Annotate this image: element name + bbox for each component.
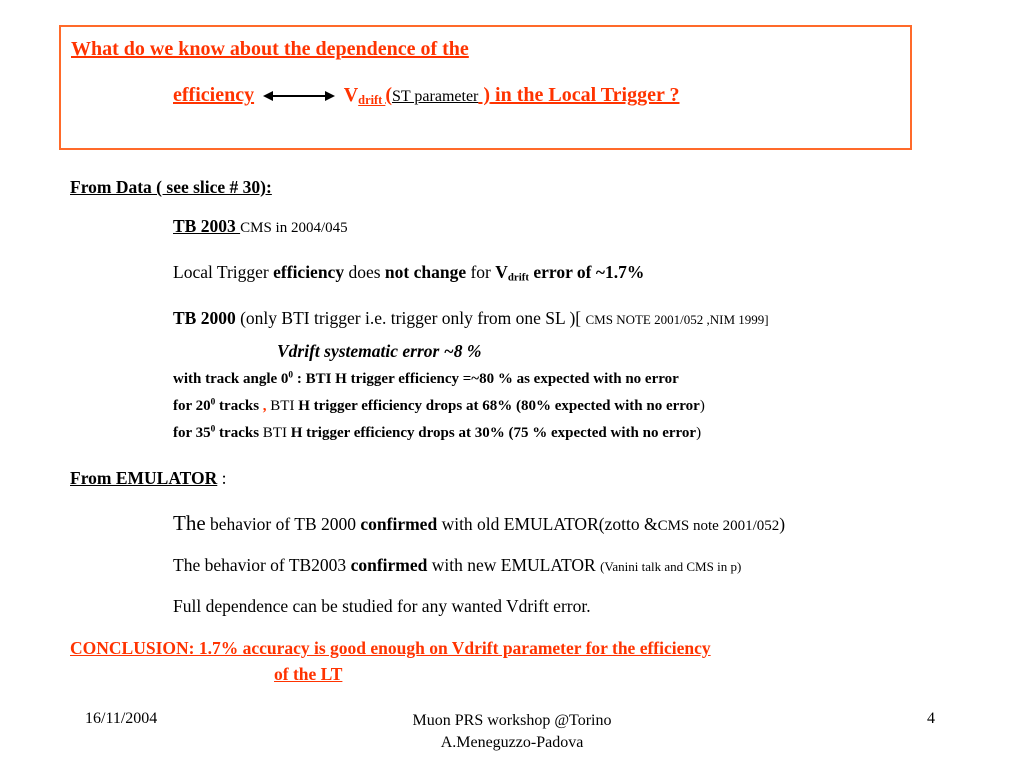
footer-center [312,710,712,754]
row3-pre: for 35 [173,425,211,441]
lt-for: for [466,262,496,282]
lt-v: V [495,262,508,282]
emulator-heading-colon: : [217,468,227,488]
from-emulator-heading [70,468,227,489]
emu2-b: with new EMULATOR [427,555,601,575]
emulator-line-2 [173,555,741,576]
title-drift: drift [358,93,386,108]
tb2000-desc: (only BTI trigger i.e. trigger only from one SL )[ [235,308,586,328]
emulator-line-3: Full dependence can be studied for any wanted Vdrift error. [173,596,591,616]
lt-efficiency: efficiency [273,262,345,282]
lt-not-change: not change [384,262,467,282]
row3-sup: 0 [210,424,216,435]
vdrift-systematic-error: Vdrift systematic error ~8 % [277,341,482,361]
row2-tracks: tracks [215,398,263,414]
footer-center-line-2: A.Meneguzzo-Padova [440,734,584,751]
title-in-local-trigger: in the Local Trigger ? [490,84,680,106]
emu1-ref: CMS note 2001/052 [657,518,780,534]
row2-sup: 0 [210,397,216,408]
row1-pre: with track angle 0 [173,371,289,387]
row2-post: H trigger efficiency drops at 68% (80% expected with no error [298,398,700,414]
from-data-heading: From Data ( see slice # 30): [70,177,272,197]
lt-prefix: Local Trigger [173,262,274,282]
tb2003-ref: CMS in 2004/045 [240,220,348,236]
tb2003-line [173,216,348,237]
emu2-confirmed: confirmed [350,555,428,575]
emulator-heading-text: From EMULATOR [70,468,218,488]
tb2000-label: TB 2000 [173,308,236,328]
lt-drift: drift [507,271,529,284]
title-st-parameter: ST parameter [392,88,479,105]
title-efficiency: efficiency [173,84,255,106]
emu1-close: ) [779,514,786,534]
footer-center-line-1: Muon PRS workshop @Torino [412,712,612,729]
row2-bti: BTI [266,398,299,414]
row3-close: ) [696,425,702,441]
conclusion-line-2: of the LT [274,664,343,684]
tb2000-line [173,308,769,329]
tb2003-label: TB 2003 [173,216,241,236]
emulator-line-1 [173,511,785,536]
footer-date: 16/11/2004 [85,710,158,727]
lt-error: error of ~1.7% [528,262,645,282]
lt-does: does [344,262,385,282]
title-line-1: What do we know about the dependence of the [71,38,469,60]
title-v: V [343,84,359,106]
row2-close: ) [699,398,705,414]
row1-post: : BTI H trigger efficiency =~80 % as expected with no error [293,371,679,387]
emu1-the: The [173,511,206,535]
emu2-ref: (Vanini talk and CMS in p) [600,559,742,574]
emu2-a: The behavior of TB2003 [173,555,351,575]
tb2003-efficiency-line [173,262,644,283]
row1-sup: 0 [288,370,294,381]
double-arrow-icon [263,89,335,103]
conclusion-line-1: CONCLUSION: 1.7% accuracy is good enough on Vdrift parameter for the efficiency [70,638,711,658]
tb2000-row-3 [173,425,701,442]
footer-page-number: 4 [927,710,935,727]
emu1-a: behavior of TB 2000 [205,514,361,534]
row2-comma: , [262,398,267,414]
emu1-confirmed: confirmed [360,514,438,534]
tb2000-row-2 [173,398,705,415]
tb2000-ref: CMS NOTE 2001/052 ,NIM 1999] [585,312,769,327]
row3-bti: BTI [259,425,291,441]
emu1-b: with old EMULATOR(zotto & [437,514,658,534]
title-close-paren: ) [478,84,491,106]
title-line-2 [173,84,679,107]
row3-tracks: tracks [215,425,260,441]
tb2000-row-1 [173,371,679,388]
row3-post: H trigger efficiency drops at 30% (75 % expected with no error [290,425,697,441]
title-open-paren: ( [385,84,393,106]
row2-pre: for 20 [173,398,211,414]
